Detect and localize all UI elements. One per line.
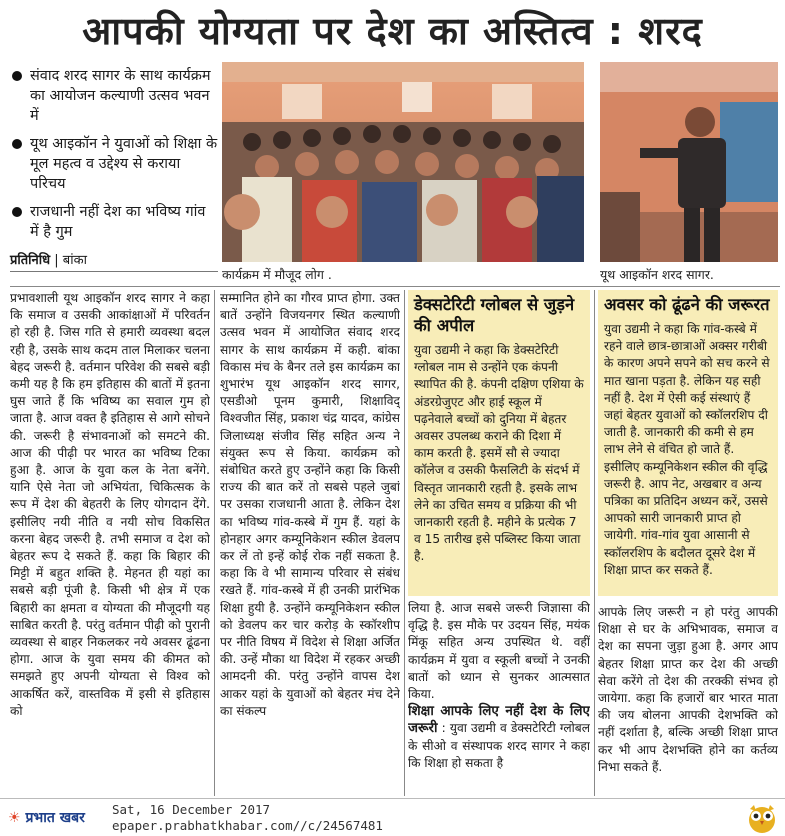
headline: आपकी योग्यता पर देश का अस्तित्व : शरद (82, 9, 703, 53)
audience-caption: कार्यक्रम में मौजूद लोग . (222, 267, 332, 282)
article-column-2: सम्मानित होने का गौरव प्राप्त होगा. उक्त बातें उन्होंने विजयनगर स्थित कल्याणी उत्सव भवन में आयोजित संवाद शरद सागर के साथ कार्यक्रम में कही. बांका विकास मंच के बैनर तले इस कार्यक्रम का शुभारंभ यूथ आइकॉन शरद सागर, एसडीओ पूनम कुमारी, शिक्षाविद् विश्वजीत सिंह, प्रकाश चंद्र यादव, कांग्रेस जिलाध्यक्ष संजीव सिंह सहित अन्य ने संयुक्त रूप से किया. कार्यक्रम को संबोधित करते हुए उन्होंने कहा कि किसी राज्य की बात करें तो सबसे पहले जुबां पर उसका राजधानी आता है. लेकिन देश का भविष्य गांव-कस्बे में गुम हैं. यहां के होनहार अगर कम्यूनिकेशन स्कील डेवलप कर लें तो इन्हें कोई रोक नहीं सकता है. कहा कि वे भी सामान्य परिवार से संबंध रखते हैं. गांव-कस्बे में ही उनकी प्रारंभिक शिक्षा हुयी है. उन्होंने कम्यूनिकेशन स्कील को डेवलप कर चार करोड़ के स्कॉरशीप पर नीति विषय में विदेश से शिक्षा अर्जित की. उन्हें मौका था विदेश में रहकर अच्छी आमदनी की. परंतु उन्होंने वापस देश आकर यहां के युवाओं को बेहतर मंच देने का संकल्प (220, 291, 400, 718)
box-title: डेक्सटेरिटी ग्लोबल से जुड़ने की अपील (414, 295, 575, 335)
audience-photo (222, 62, 584, 262)
epaper-url[interactable]: epaper.prabhatkhabar.com//c/24567481 (112, 818, 383, 833)
box-body: युवा उद्यमी ने कहा कि गांव-कस्बे में रहने वाले छात्र-छात्राओं अक्सर गरीबी के कारण अपने सपने को सच करने से मात खाना पड़ता है. लेकिन यह सही नहीं है. देश में ऐसी कई संस्थाएं हैं जहां बेहतर युवाओं को स्कॉलरशिप दी जाती है. जानकारी की कमी से हम लाभ लेने से वंचित हो जाते हैं. इसीलिए कम्यूनिकेशन स्कील की वृद्धि जरूरी है. आप नेट, अखबार व अन्य पत्रिका का प्रतिदिन अध्यन करें, उससे आपको सारी जानकारी प्राप्त हो जायेगी. गांव-गांव युवा आसानी से स्कॉलरशिप के बदौलत दूसरे देश में शिक्षा प्राप्त कर सकते हैं. (604, 322, 770, 577)
highlights-list (10, 66, 218, 250)
bullet-icon (12, 139, 22, 149)
box-body: युवा उद्यमी ने कहा कि डेक्सटेरिटी ग्लोबल नाम से उन्होंने एक कंपनी स्थापित की है. कंपनी दक्षिण एशिया के अंडरग्रेजुएट और हाई स्कूल में पढ़नेवाले बच्चों को दुनिया में बेहतर अवसर उपलब्ध कराने की दिशा में काम करती है. इसमें सौ से ज्यादा कॉलेज व उसकी फैसलिटी के संदर्भ में विस्तृत जानकारी रहती है. इसके लाभ लेने का उचित समय व प्रक्रिया की भी जानकारी रहती है. महीने के प्रत्येक 7 व 15 तारीख इसे पब्लिस्ट किया जाता है. (414, 343, 584, 564)
article-column-4: आपके लिए जरूरी न हो परंतु आपकी शिक्षा से घर के अभिभावक, समाज व देश का सपना जुड़ा हुआ है. अगर आप बेहतर शिक्षा प्राप्त कर देश की अच्छी सेवा करेंगे तो देश की तरक्की संभव हो जायेगा. कहा कि हजारों बार भारत माता की जय बोलना आपकी देशभक्ति को नहीं दर्शाता है, बल्कि अच्छी शिक्षा प्राप्त कर भी आप देशभक्ति होने का कर्तव्य निभा सकते हैं. (598, 605, 778, 774)
highlight-item: राजधानी नहीं देश का भविष्य गांव में है गुम (10, 202, 218, 242)
footer-meta (112, 802, 383, 834)
column-divider (214, 290, 215, 796)
owl-icon (745, 801, 779, 835)
highlight-item: यूथ आइकॉन ने युवाओं को शिक्षा के मूल महत्व व उद्देश्य से कराया परिचय (10, 134, 218, 194)
subheading: शिक्षा आपके लिए नहीं देश के लिए जरूरी (408, 703, 590, 737)
section-divider (10, 286, 780, 287)
byline: प्रतिनिधि | बांका (10, 250, 218, 272)
column-divider (404, 290, 405, 796)
bullet-icon (12, 207, 22, 217)
article-column-3: लिया है. आज सबसे जरूरी जिज्ञासा की वृद्धि है. इस मौके पर उदयन सिंह, मयंक मिंकू सहित अन्य उपस्थित थे. वहीं कार्यक्रम में युवा व स्कूली बच्चों ने उनकी बातों को ध्यान से सुनकर आत्मसात किया. शिक्षा आपके लिए नहीं देश के लिए जरूरी : युवा उद्यमी व डेक्सटेरिटी ग्लोबल के सीओ व संस्थापक शरद सागर ने कहा कि शिक्षा हो सकता है (408, 601, 590, 770)
column-divider (594, 290, 595, 796)
sun-icon: ☀ (8, 810, 21, 826)
speaker-caption: यूथ आइकॉन शरद सागर. (600, 267, 714, 282)
speaker-photo (600, 62, 778, 262)
box-title: अवसर को ढूंढने की जरूरत (604, 295, 770, 314)
sidebar-box-opportunity (598, 290, 778, 596)
bullet-icon (12, 71, 22, 81)
newspaper-logo[interactable]: ☀ प्रभात खबर (8, 810, 85, 826)
edition-date: Sat, 16 December 2017 (112, 802, 271, 817)
highlight-item: संवाद शरद सागर के साथ कार्यक्रम का आयोजन कल्याणी उत्सव भवन में (10, 66, 218, 126)
article-column-1: प्रभावशाली यूथ आइकॉन शरद सागर ने कहा कि समाज व उसकी आकांक्षाओं में परिवर्तन हो रही है. जिस गति से हमारी व्यवस्था बदल रही है, उसके साथ कदम ताल मिलाकर चलना बेहद जरूरी है. वर्तमान परिवेश की सबसे बड़ी कमी यह है कि हम इतिहास की बातों में इतना घुस जाते हैं कि भविष्य का सवाल गुम हो जाता है. आज वक्त है इतिहास से आगे सोचने की. जरूरी है संभावनाओं को समटने की. आज की पीढ़ी पर भारत का भविष्य टिका हुआ है. आज के युवा कल के नेता बनेंगे. यानि ऐसे नेता जो अभियंता, चिकित्सक के रूप में देश की बेहतरी के लिए योगदान देंगे. इसीलिए नयी नीति व नयी सोच विकसित करना बेहद जरूरी है. तभी समाज व देश को बेहतर रूप दे सकते हैं. कहा कि बिहार की मिट्टी में बहुत शक्ति है. मेहनत ही यहां का सबसे बड़ी पूंजी है. किसी भी क्षेत्र में एक बिहारी का क्षमता व योग्यता की मौजूदगी यह साबित करती है. परंतु वर्तमान पीढ़ी को पुरानी व्यवस्था से बाहर निकलकर नये अवसर ढूंढना होगा. आज के युवा समय की कीमत को समझते हुए अपनी योग्यता से विश्व को आकर्षित करें, वास्तविक में इसी से इतिहास को (10, 291, 210, 718)
footer (0, 798, 785, 836)
sidebar-box-dexterity (408, 290, 590, 596)
